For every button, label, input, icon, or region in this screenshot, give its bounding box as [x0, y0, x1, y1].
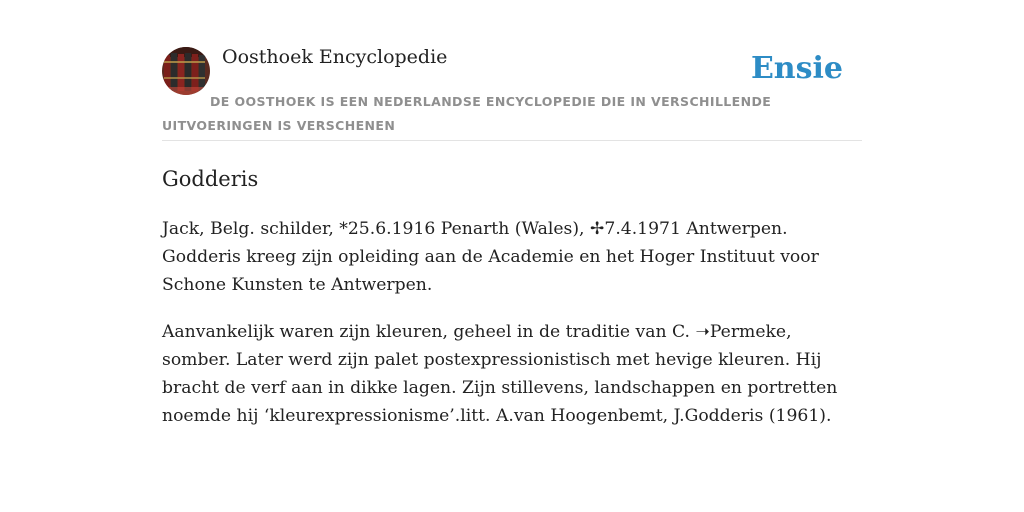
encyclopedia-books-icon	[162, 47, 210, 95]
article	[162, 162, 862, 430]
article-paragraph: Jack, Belg. schilder, *25.6.1916 Penarth (Wales), ✢7.4.1971 Antwerpen. Godderis kreeg zijn opleiding aan de Academie en het Hoger Instituut voor Schone Kunsten te Antwerpen.	[162, 219, 819, 295]
article-paragraph: Aanvankelijk waren zijn kleuren, geheel in de traditie van C. ➝Permeke, somber. Later werd zijn palet postexpressionistisch met hevige kleuren. Hij bracht de verf aan in dikke lagen. Zijn stillevens, landschappen en portretten noemde hij ‘kleurexpressionisme’.litt. A.van Hoogenbemt, J.Godderis (1961).	[162, 322, 838, 426]
brand-logo[interactable]: Ensie	[750, 51, 843, 86]
article-title: Godderis	[162, 167, 259, 191]
site-name[interactable]: Oosthoek Encyclopedie	[222, 46, 448, 68]
avatar[interactable]	[162, 47, 210, 95]
site-tagline: DE OOSTHOEK IS EEN NEDERLANDSE ENCYCLOPEDIE DIE IN VERSCHILLENDE UITVOERINGEN IS VERSCHENEN	[162, 94, 772, 133]
site-header	[162, 46, 862, 141]
